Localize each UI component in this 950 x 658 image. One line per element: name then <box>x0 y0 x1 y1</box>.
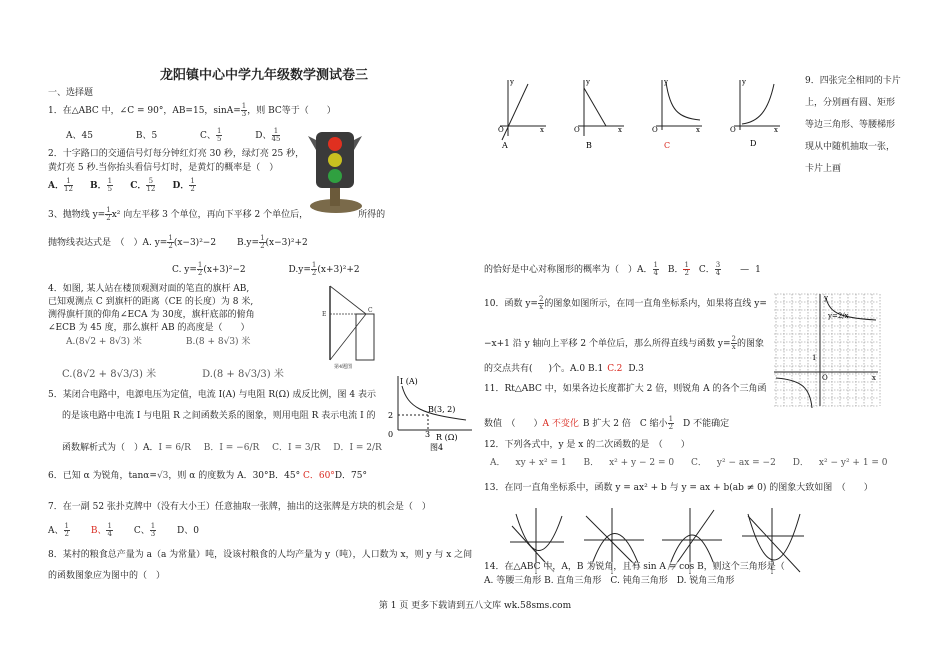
q10-graph-one: 1 <box>812 354 817 362</box>
question-5-line3: 函数解析式为（ ）A．I = 6/R B．I = −6/R C．I = 3/R D．I = 2/R <box>62 443 382 453</box>
svg-text:C: C <box>368 307 373 314</box>
question-8-line2: 的函数图象应为图中的（ ） <box>48 571 166 581</box>
q8-label-a: A <box>502 141 508 150</box>
question-4-options-ab: A.(8√2 + 8√3) 米 B.(8 + 8√3) 米 <box>66 337 251 347</box>
question-11-line2: 数值 （ ）A 不变化 B 扩大 2 倍 C 缩小 $\frac{1}{2}$ D 不能确定 <box>484 415 730 431</box>
q8-graph-a <box>498 78 546 150</box>
question-12-line1: 12．下列各式中，y 是 x 的二次函数的是 （ ） <box>484 440 690 450</box>
q10-graph-label: y=2/x <box>828 312 849 320</box>
q8-label-b: B <box>586 141 592 150</box>
question-4-line4: ∠ECB 为 45 度，那么旗杆 AB 的高度是（ ） <box>48 323 250 333</box>
circuit-graph-y-value: 2 <box>388 411 394 420</box>
svg-text:y: y <box>586 78 590 86</box>
question-1-options: A、45 B、5 C、 $\frac{1}{5}$ D、 $\frac{1}{45}$ <box>66 127 281 143</box>
question-3-line1: 3、抛物线 y= $\frac{1}{2}$ x² 向左平移 3 个单位，再向下平移 2 个单位后， 所得的 <box>48 206 386 222</box>
svg-text:x: x <box>774 126 778 134</box>
question-9-cont: 的恰好是中心对称图形的概率为（ ）A． $\frac{1}{4}$ B． $\frac{1}{2}$ C． $\frac{3}{4}$ — 1 <box>484 261 761 277</box>
q10-graph-origin: O <box>822 374 828 382</box>
question-1: 1．在△ABC 中，∠C = 90°，AB=15，sinA= $\frac{1}{3}$ ，则 BC等于（ ） <box>48 102 336 118</box>
q8-graph-d <box>730 78 780 148</box>
flagpole-figure <box>322 280 378 370</box>
question-7: 7．在一副 52 张扑克牌中（没有大小王）任意抽取一张牌，抽出的这张牌是方块的机会是（ ） <box>48 502 431 512</box>
question-2-options: A． $\frac{1}{12}$ B． $\frac{1}{5}$ C． $\frac{5}{12}$ D． $\frac{1}{2}$ <box>48 177 195 193</box>
svg-text:E: E <box>322 311 327 318</box>
question-5-line1: 5．某闭合电路中，电源电压为定值，电流 I(A) 与电阻 R(Ω) 成反比例，图 4 表示 <box>48 390 376 400</box>
question-2-line2: 黄灯亮 5 秒.当你抬头看信号灯时，是黄灯的概率是（ ） <box>48 163 279 173</box>
question-5-line2: 的是该电路中电流 I 与电阻 R 之间函数关系的图象，则用电阻 R 表示电流 I 的 <box>62 411 376 421</box>
question-10-line2: −x+1 沿 y 轴向上平移 2 个单位后，那么所得直线与函数 y= $\frac{2}{x}$ 的图象 <box>484 335 764 351</box>
svg-text:x: x <box>618 126 622 134</box>
q8-graph-c <box>652 78 702 150</box>
question-14-line2: A. 等腰三角形 B. 直角三角形 C. 钝角三角形 D. 锐角三角形 <box>484 576 735 586</box>
question-10-line1: 10．函数 y= $\frac{2}{x}$ 的图象如图所示，在同一直角坐标系内，如果将直线 y= <box>484 295 767 311</box>
page-footer: 第 1 页 更多下载请到五八文库 wk.58sms.com <box>378 601 572 611</box>
svg-text:y: y <box>510 78 514 86</box>
svg-text:O: O <box>652 126 658 134</box>
circuit-graph-x-value: 3 <box>425 430 431 439</box>
question-8-line1: 8．某村的粮食总产量为 a（a 为常量）吨，设该村粮食的人均产量为 y（吨），人口数为 x，则 y 与 x 之间 <box>48 550 473 560</box>
page-title: 龙阳镇中心中学九年级数学测试卷三 <box>160 68 369 83</box>
q8-label-d: D <box>750 139 757 148</box>
question-3-line3: C. y= $\frac{1}{2}$ (x+3)²−2 D.y= $\frac{1}{2}$ (x+3)²+2 <box>172 261 360 277</box>
circuit-graph-ylabel: I (A) <box>400 377 418 386</box>
q10-graph-y: y <box>824 294 828 302</box>
section-heading: 一、选择题 <box>48 88 94 98</box>
svg-text:x: x <box>540 126 544 134</box>
question-13-line1: 13．在同一直角坐标系中，函数 y = ax² + b 与 y = ax + b(ab ≠ 0) 的图象大致如图 （ ） <box>484 483 873 493</box>
svg-text:x: x <box>696 126 700 134</box>
question-14-line1: 14．在△ABC 中，A，B 为锐角，且有 sin A = cos B，则这个三角形是（ <box>484 562 785 572</box>
q8-graphs <box>488 76 788 152</box>
svg-text:y: y <box>664 78 668 86</box>
circuit-graph <box>382 374 482 452</box>
question-4-line2: 已知观测点 C 到旗杆的距离（CE 的长度）为 8 米, <box>48 297 254 307</box>
flagpole-figure-caption: 第4题图 <box>334 364 353 370</box>
svg-text:O: O <box>498 126 504 134</box>
q10-graph-x: x <box>872 374 876 382</box>
question-4-line1: 4．如图, 某人站在楼顶观测对面的笔直的旗杆 AB, <box>48 284 250 294</box>
traffic-light-illustration <box>302 126 370 216</box>
question-9-side: 9．四张完全相同的卡片 上，分别画有圆、矩形 等边三角形、等腰梯形 现从中随机抽取一张， 卡片上画 <box>805 76 901 174</box>
svg-text:O: O <box>730 126 736 134</box>
question-3-line2: 抛物线表达式是 （ ）A. y= $\frac{1}{2}$ (x−3)²−2 B.y= $\frac{1}{2}$ (x−3)²+2 <box>48 234 308 250</box>
question-4-line3: 测得旗杆顶的仰角∠ECA 为 30度，旗杆底部的俯角 <box>48 310 255 320</box>
svg-text:y: y <box>742 78 746 86</box>
question-10-line3: 的交点共有( )个。A.0 B.1 C.2 D.3 <box>484 364 644 374</box>
question-11-line1: 11．Rt△ABC 中，如果各边长度都扩大 2 倍，则锐角 A 的各个三角函 <box>484 384 767 394</box>
q8-label-c: C <box>664 141 671 150</box>
question-2-line1: 2．十字路口的交通信号灯每分钟红灯亮 30 秒，绿灯亮 25 秒， <box>48 149 305 159</box>
question-4-options-cd: C.(8√2 + 8√3/3) 米 D.(8 + 8√3/3) 米 <box>62 369 284 380</box>
circuit-graph-point: B(3, 2) <box>428 405 456 414</box>
q10-grid-graph <box>772 292 882 410</box>
circuit-graph-origin: 0 <box>388 430 394 439</box>
q8-graph-b <box>574 78 624 150</box>
question-7-options: A、 $\frac{1}{2}$ B、 $\frac{1}{4}$ C、 $\frac{1}{3}$ D、0 <box>48 522 199 538</box>
circuit-graph-xlabel: R (Ω) <box>436 433 458 442</box>
question-12-options: A． xy + x² = 1 B． x² + y − 2 = 0 C． y² − ax = −2 D． x² − y² + 1 = 0 <box>490 458 888 468</box>
svg-text:O: O <box>574 126 580 134</box>
circuit-graph-caption: 图4 <box>430 443 444 452</box>
question-6: 6．已知 α 为锐角，tanα=√3，则 α 的度数为 A．30°B．45° C．60°D．75° <box>48 471 367 481</box>
